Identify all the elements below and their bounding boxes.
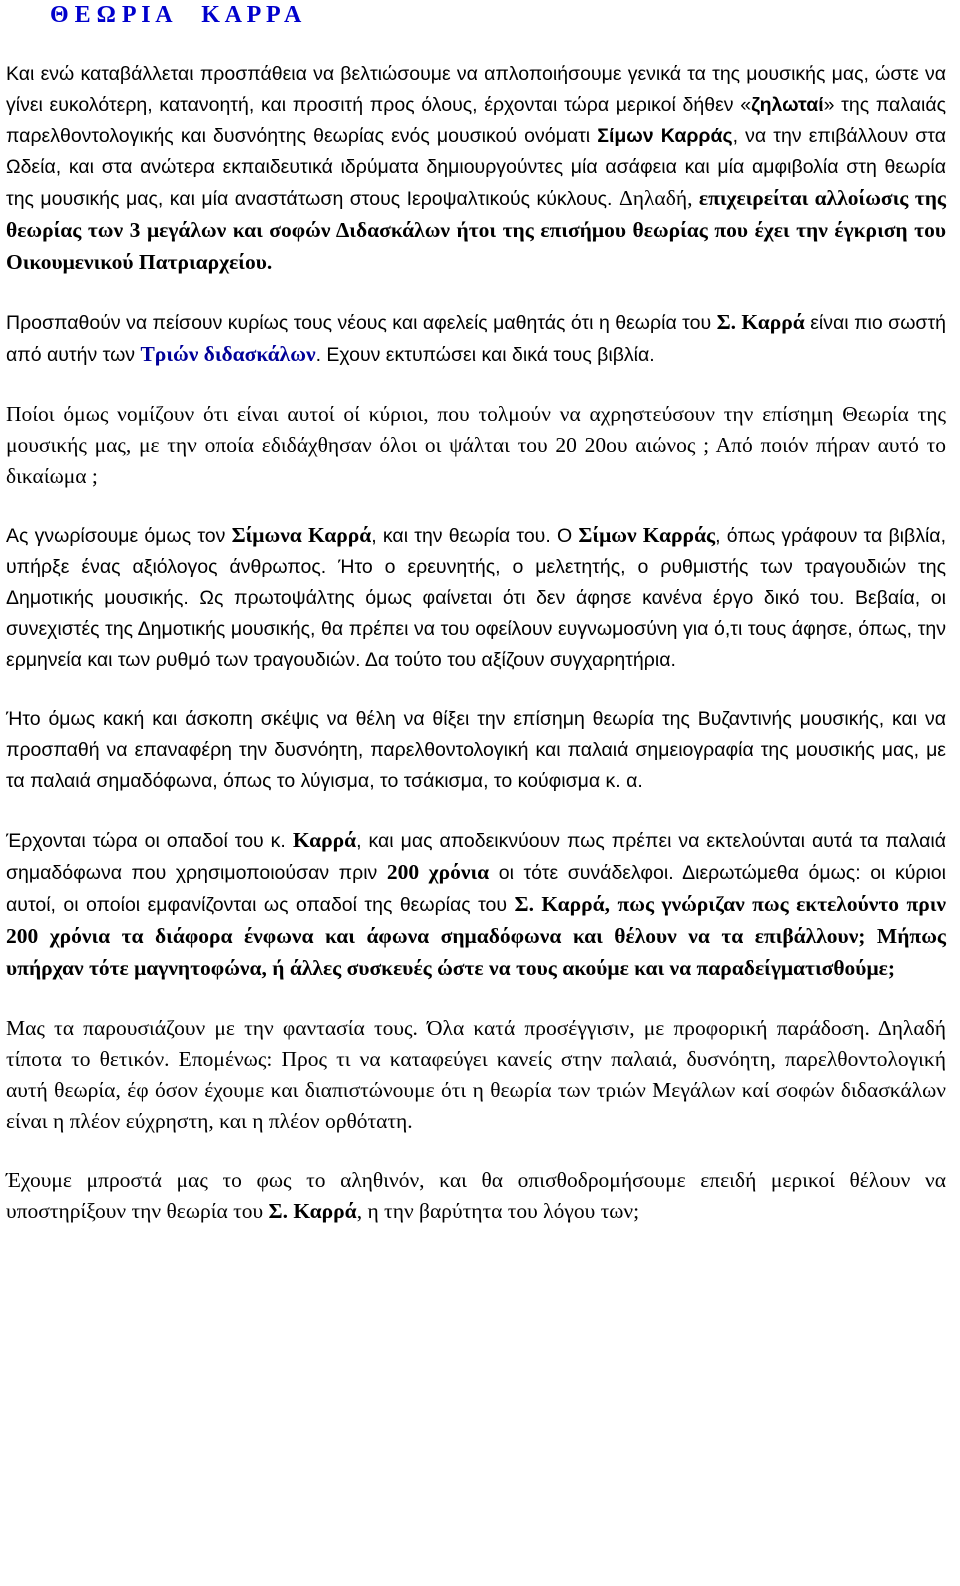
- bold-run: Σίμων Καρράς: [597, 125, 733, 147]
- text-run: Και ενώ καταβάλλεται προσπάθεια να βελτιώσουμε να απλοποιήσουμε γενικά τα της μουσικής μας, ώστε να γίνει ευκολότερη, κατανοητή, και προσιτή προς όλους, έρχονται τώρα μερικοί δήθεν «: [6, 63, 946, 116]
- bold-run: Σίμων Καρράς: [578, 523, 716, 547]
- paragraph-1: [6, 59, 946, 279]
- text-run: , όπως γράφουν τα βιβλία, υπήρξε ένας αξιόλογος άνθρωπος. Ήτο ο ερευνητής, ο μελετητής, ο ρυθμιστής των τραγουδιών της Δημοτικής μουσικής. Ως πρωτοψάλτης όμως φαίνεται ότι δεν άφησε κανένα έργο δικό του. Βεβαία, οι συνεχιστές της Δημοτικής μουσικής, θα πρέπει να του οφείλουν ευγνωμοσύνη για ό,τι τους άφησε, όπως, την ερμηνεία και των ρυθμό των τραγουδιών. Δα τούτο του αξίζουν συγχαρητήρια.: [6, 525, 947, 671]
- bold-run: Καρρά: [292, 828, 357, 852]
- bold-run: Σ. Καρρά: [268, 1199, 357, 1223]
- text-run: , και μας αποδεικνύουν πως πρέπει να εκτελούνται αυτά τα παλαιά σημαδόφωνα που χρησιμοποιούσαν πριν: [6, 830, 946, 884]
- paragraph-3: [6, 399, 946, 492]
- paragraph-7: [6, 1013, 946, 1137]
- bold-run: 200 χρόνια: [386, 860, 490, 884]
- text-run: » της παλαιάς παρελθοντολογικής και δυσνόητης θεωρίας ενός μουσικού ονόματι: [6, 94, 947, 147]
- text-run: , η την βαρύτητα του λόγου των;: [356, 1199, 640, 1223]
- paragraph-4: [6, 520, 946, 676]
- text-run: . Εχουν εκτυπώσει και δικά τους βιβλία.: [315, 344, 655, 366]
- text-run: Δηλαδή,: [618, 186, 699, 210]
- paragraph-2: [6, 307, 946, 371]
- paragraph-6: [6, 825, 946, 985]
- text-run: Έρχονται τώρα οι οπαδοί του κ.: [6, 830, 293, 852]
- bold-run: Σίμωνα Καρρά: [231, 523, 372, 547]
- bold-run: Σ. Καρρά, πως γνώριζαν πως εκτελούντο πριν 200 χρόνια τα διάφορα ένφωνα και άφωνα σημαδόφωνα και θέλουν να τα επιβάλλουν; Μήπως υπήρχαν τότε μαγνητοφώνα, ή άλλες συσκευές ώστε να τους ακούμε και να παραδείγματισθούμε;: [6, 892, 947, 980]
- text-run: Ποίοι όμως νομίζουν ότι είναι αυτοί οί κύριοι, που τολμούν να αχρηστεύσουν την επίσημη Θεωρία της μουσικής μας, με την οποία εδιδάχθησαν όλοι οι ψάλται του 20 20ου αιώνος ; Από ποιόν πήραν αυτό το δικαίωμα ;: [6, 402, 946, 488]
- text-run: οι τότε συνάδελφοι. Διερωτώμεθα όμως: οι κύριοι αυτοί, οι οποίοι εμφανίζονται ως οπαδοί της θεωρίας του: [6, 862, 946, 916]
- text-run: , να την επιβάλλουν στα Ωδεία, και στα ανώτερα εκπαιδευτικά ιδρύματα δημιουργούντες μία ασάφεια και μία αμφιβολία στη θεωρία της μουσικής μας, και μία αναστάτωση στους Ιεροψαλτικούς κύκλους.: [6, 125, 946, 210]
- text-run: Μας τα παρουσιάζουν με την φαντασία τους. Όλα κατά προσέγγισιν, με προφορική παράδοση. Δηλαδή τίποτα το θετικόν. Επομένως: Προς τι να καταφεύγει κανείς στην παλαιά, δυσνόητη, παρελθοντολογική αυτή θεωρία, έφ όσον έχουμε και διαπιστώνουμε ότι η θεωρία των τριών Μεγάλων καί σοφών διδασκάλων είναι η πλέον εύχρηστη, και η πλέον ορθότατη.: [6, 1016, 946, 1133]
- bold-run: επιχειρείται αλλοίωσις της θεωρίας των 3 μεγάλων και σοφών Διδασκάλων ήτοι της επισήμου θεωρίας που έχει την έγκριση του Οικουμενικού Πατριαρχείου.: [6, 186, 946, 274]
- bold-run: Τριών διδασκάλων: [140, 342, 316, 366]
- text-run: Ήτο όμως κακή και άσκοπη σκέψις να θέλη να θίξει την επίσημη θεωρία της Βυζαντινής μουσικής, και να προσπαθή να επαναφέρη την δυσνόητη, παρελθοντολογική και παλαιά σημειογραφία της μουσικής μας, με τα παλαιά σημαδόφωνα, όπως το λύγισμα, το τσάκισμα, το κούφισμα κ. α.: [6, 708, 946, 792]
- text-run: Ας γνωρίσουμε όμως τον: [6, 525, 232, 547]
- paragraph-5: [6, 704, 946, 797]
- paragraph-8: [6, 1165, 946, 1227]
- bold-run: Σ. Καρρά: [716, 310, 805, 334]
- page-title: Θ Ε Ω Ρ Ι Α Κ Α Ρ Ρ Α: [50, 2, 302, 28]
- text-run: Έχουμε μπροστά μας το φως το αληθινόν, και θα οπισθοδρομήσουμε επειδή μερικοί θέλουν να υποστηρίξουν την θεωρία του: [6, 1168, 946, 1223]
- bold-run: ζηλωταί: [751, 94, 824, 116]
- text-run: είναι πιο σωστή από αυτήν των: [6, 312, 947, 366]
- text-run: Προσπαθούν να πείσουν κυρίως τους νέους και αφελείς μαθητάς ότι η θεωρία του: [6, 312, 717, 334]
- text-run: , και την θεωρία του. Ο: [371, 525, 579, 547]
